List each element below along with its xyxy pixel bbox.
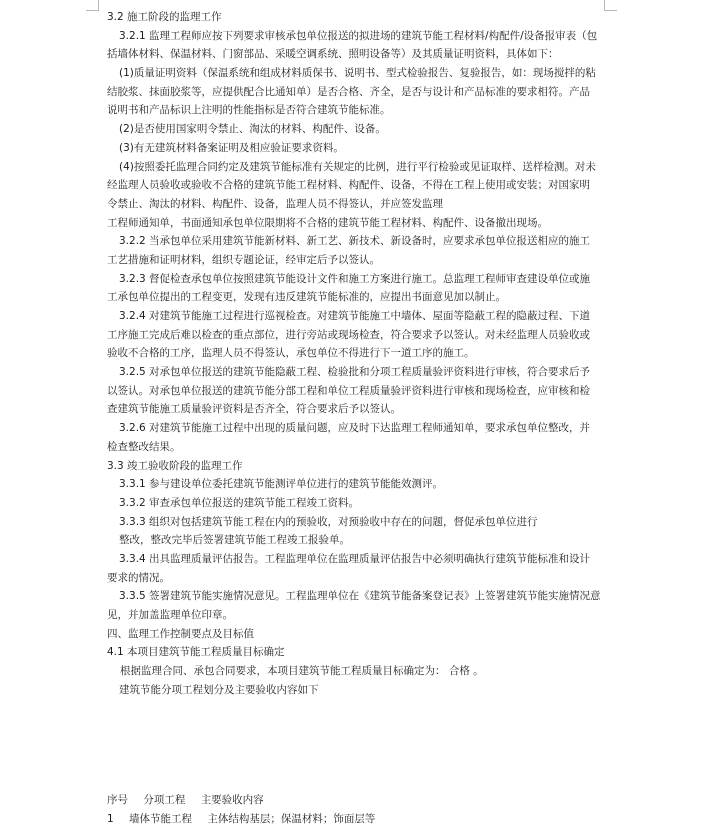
document-line: 括墙体材料、保温材料、门窗部品、采暖空调系统、照明设备等）及其质量证明资料，具体如下： bbox=[107, 48, 559, 61]
document-line: 3.2.4 对建筑节能施工过程进行巡视检查。对建筑节能施工中墙体、屋面等隐蔽工程的隐蔽过程、下道 bbox=[119, 310, 591, 322]
document-line: 验收不合格的工序，监理人员不得签认，承包单位不得进行下一道工序的施工。 bbox=[107, 347, 475, 360]
document-line: 4.1 本项目建筑节能工程质量目标确定 bbox=[107, 646, 285, 659]
table-header-cell: 分项工程 bbox=[143, 794, 186, 806]
document-line: 工承包单位提出的工程变更，发现有违反建筑节能标准的，应提出书面意见加以制止。 bbox=[107, 291, 506, 304]
document-line: 四、监理工作控制要点及目标值 bbox=[107, 627, 254, 640]
document-line: 工程师通知单，书面通知承包单位限期将不合格的建筑节能工程材料、构配件、设备撤出现场。 bbox=[107, 216, 548, 229]
document-line: 3.3.1 参与建设单位委托建筑节能测评单位进行的建筑节能能效测评。 bbox=[119, 478, 444, 491]
document-line: 根据监理合同、承包合同要求，本项目建筑节能工程质量目标确定为： 合格 。 bbox=[120, 665, 484, 678]
document-line: (3)有无建筑材料备案证明及相应验证要求资料。 bbox=[119, 141, 344, 154]
document-line: 令禁止、淘汰的材料、构配件、设备，监理人员不得签认，并应签发监理 bbox=[107, 197, 443, 210]
document-line: 3.2 施工阶段的监理工作 bbox=[107, 11, 222, 23]
table-header-cell: 序号 bbox=[107, 794, 128, 806]
table-cell: 主体结构基层；保温材料；饰面层等 bbox=[207, 813, 376, 825]
document-line: 3.2.1 监理工程师应按下列要求审核承包单位报送的拟进场的建筑节能工程材料/构配件/设备报审表（包 bbox=[119, 29, 598, 42]
document-line: 3.2.2 当承包单位采用建筑节能新材料、新工艺、新技术、新设备时，应要求承包单位报送相应的施工 bbox=[119, 235, 591, 248]
document-line: (1)质量证明资料（保温系统和组成材料质保书、说明书、型式检验报告、复验报告，如：现场搅拌的粘 bbox=[119, 67, 596, 80]
table-row bbox=[107, 810, 612, 828]
document-line: 检查整改结果。 bbox=[107, 440, 181, 453]
document-line: 查建筑节能施工质量验评资料是否齐全，符合要求后予以签认。 bbox=[107, 403, 401, 416]
document-line: 3.3.4 出具监理质量评估报告。工程监理单位在监理质量评估报告中必须明确执行建筑节能标准和设计 bbox=[119, 552, 591, 565]
document-body bbox=[107, 8, 612, 699]
document-line: 以签认。对承包单位报送的建筑节能分部工程和单位工程质量验评资料进行审核和现场检查，应审核和检 bbox=[107, 384, 590, 397]
document-line: 见，并加盖监理单位印章。 bbox=[107, 609, 233, 621]
table-header-row bbox=[107, 791, 612, 809]
table-header-cell: 主要验收内容 bbox=[200, 794, 264, 806]
document-line: (4)按照委托监理合同约定及建筑节能标准有关规定的比例，进行平行检验或见证取样、送样检测。对未 bbox=[119, 160, 596, 173]
table-cell: 1 bbox=[107, 813, 114, 825]
document-line: 3.3.5 签署建筑节能实施情况意见。工程监理单位在《建筑节能备案登记表》上签署建筑节能实施情况意 bbox=[119, 590, 601, 603]
document-line: (2)是否使用国家明令禁止、淘汰的材料、构配件、设备。 bbox=[119, 123, 386, 136]
document-line: 结胶浆、抹面胶浆等，应提供配合比通知单）是否合格、齐全，是否与设计和产品标准的要求相符。产品 bbox=[107, 85, 590, 98]
document-line: 3.2.6 对建筑节能施工过程中出现的质量问题，应及时下达监理工程师通知单，要求承包单位整改，并 bbox=[119, 422, 591, 435]
document-line: 工艺措施和证明材料，组织专题论证，经审定后予以签认。 bbox=[107, 253, 380, 266]
document-line: 3.2.3 督促检查承包单位按照建筑节能设计文件和施工方案进行施工。总监理工程师审查建设单位或施 bbox=[119, 272, 591, 285]
document-line: 说明书和产品标识上注明的性能指标是否符合建筑节能标准。 bbox=[107, 104, 391, 117]
document-line: 3.3.3 组织对包括建筑节能工程在内的预验收，对预验收中存在的问题，督促承包单位进行 bbox=[119, 515, 538, 528]
document-line: 3.3 竣工验收阶段的监理工作 bbox=[107, 459, 243, 472]
document-line: 3.3.2 审查承包单位报送的建筑节能工程竣工资料。 bbox=[119, 496, 360, 509]
document-line: 整改，整改完毕后签署建筑节能工程竣工报验单。 bbox=[119, 534, 350, 547]
document-line: 工序施工完成后难以检查的重点部位，进行旁站或现场检查，符合要求予以签认。对未经监理人员验收或 bbox=[107, 328, 590, 341]
document-line: 建筑节能分项工程划分及主要验收内容如下 bbox=[119, 683, 319, 696]
page-corner-mark-left bbox=[86, 0, 99, 11]
document-line: 要求的情况。 bbox=[107, 571, 170, 584]
table-cell: 墙体节能工程 bbox=[129, 813, 193, 825]
document-line: 经监理人员验收或验收不合格的建筑节能工程材料、构配件、设备，不得在工程上使用或安装；对国家明 bbox=[107, 179, 590, 192]
document-line: 3.2.5 对承包单位报送的建筑节能隐蔽工程、检验批和分项工程质量验评资料进行审核，符合要求后予 bbox=[119, 366, 591, 379]
